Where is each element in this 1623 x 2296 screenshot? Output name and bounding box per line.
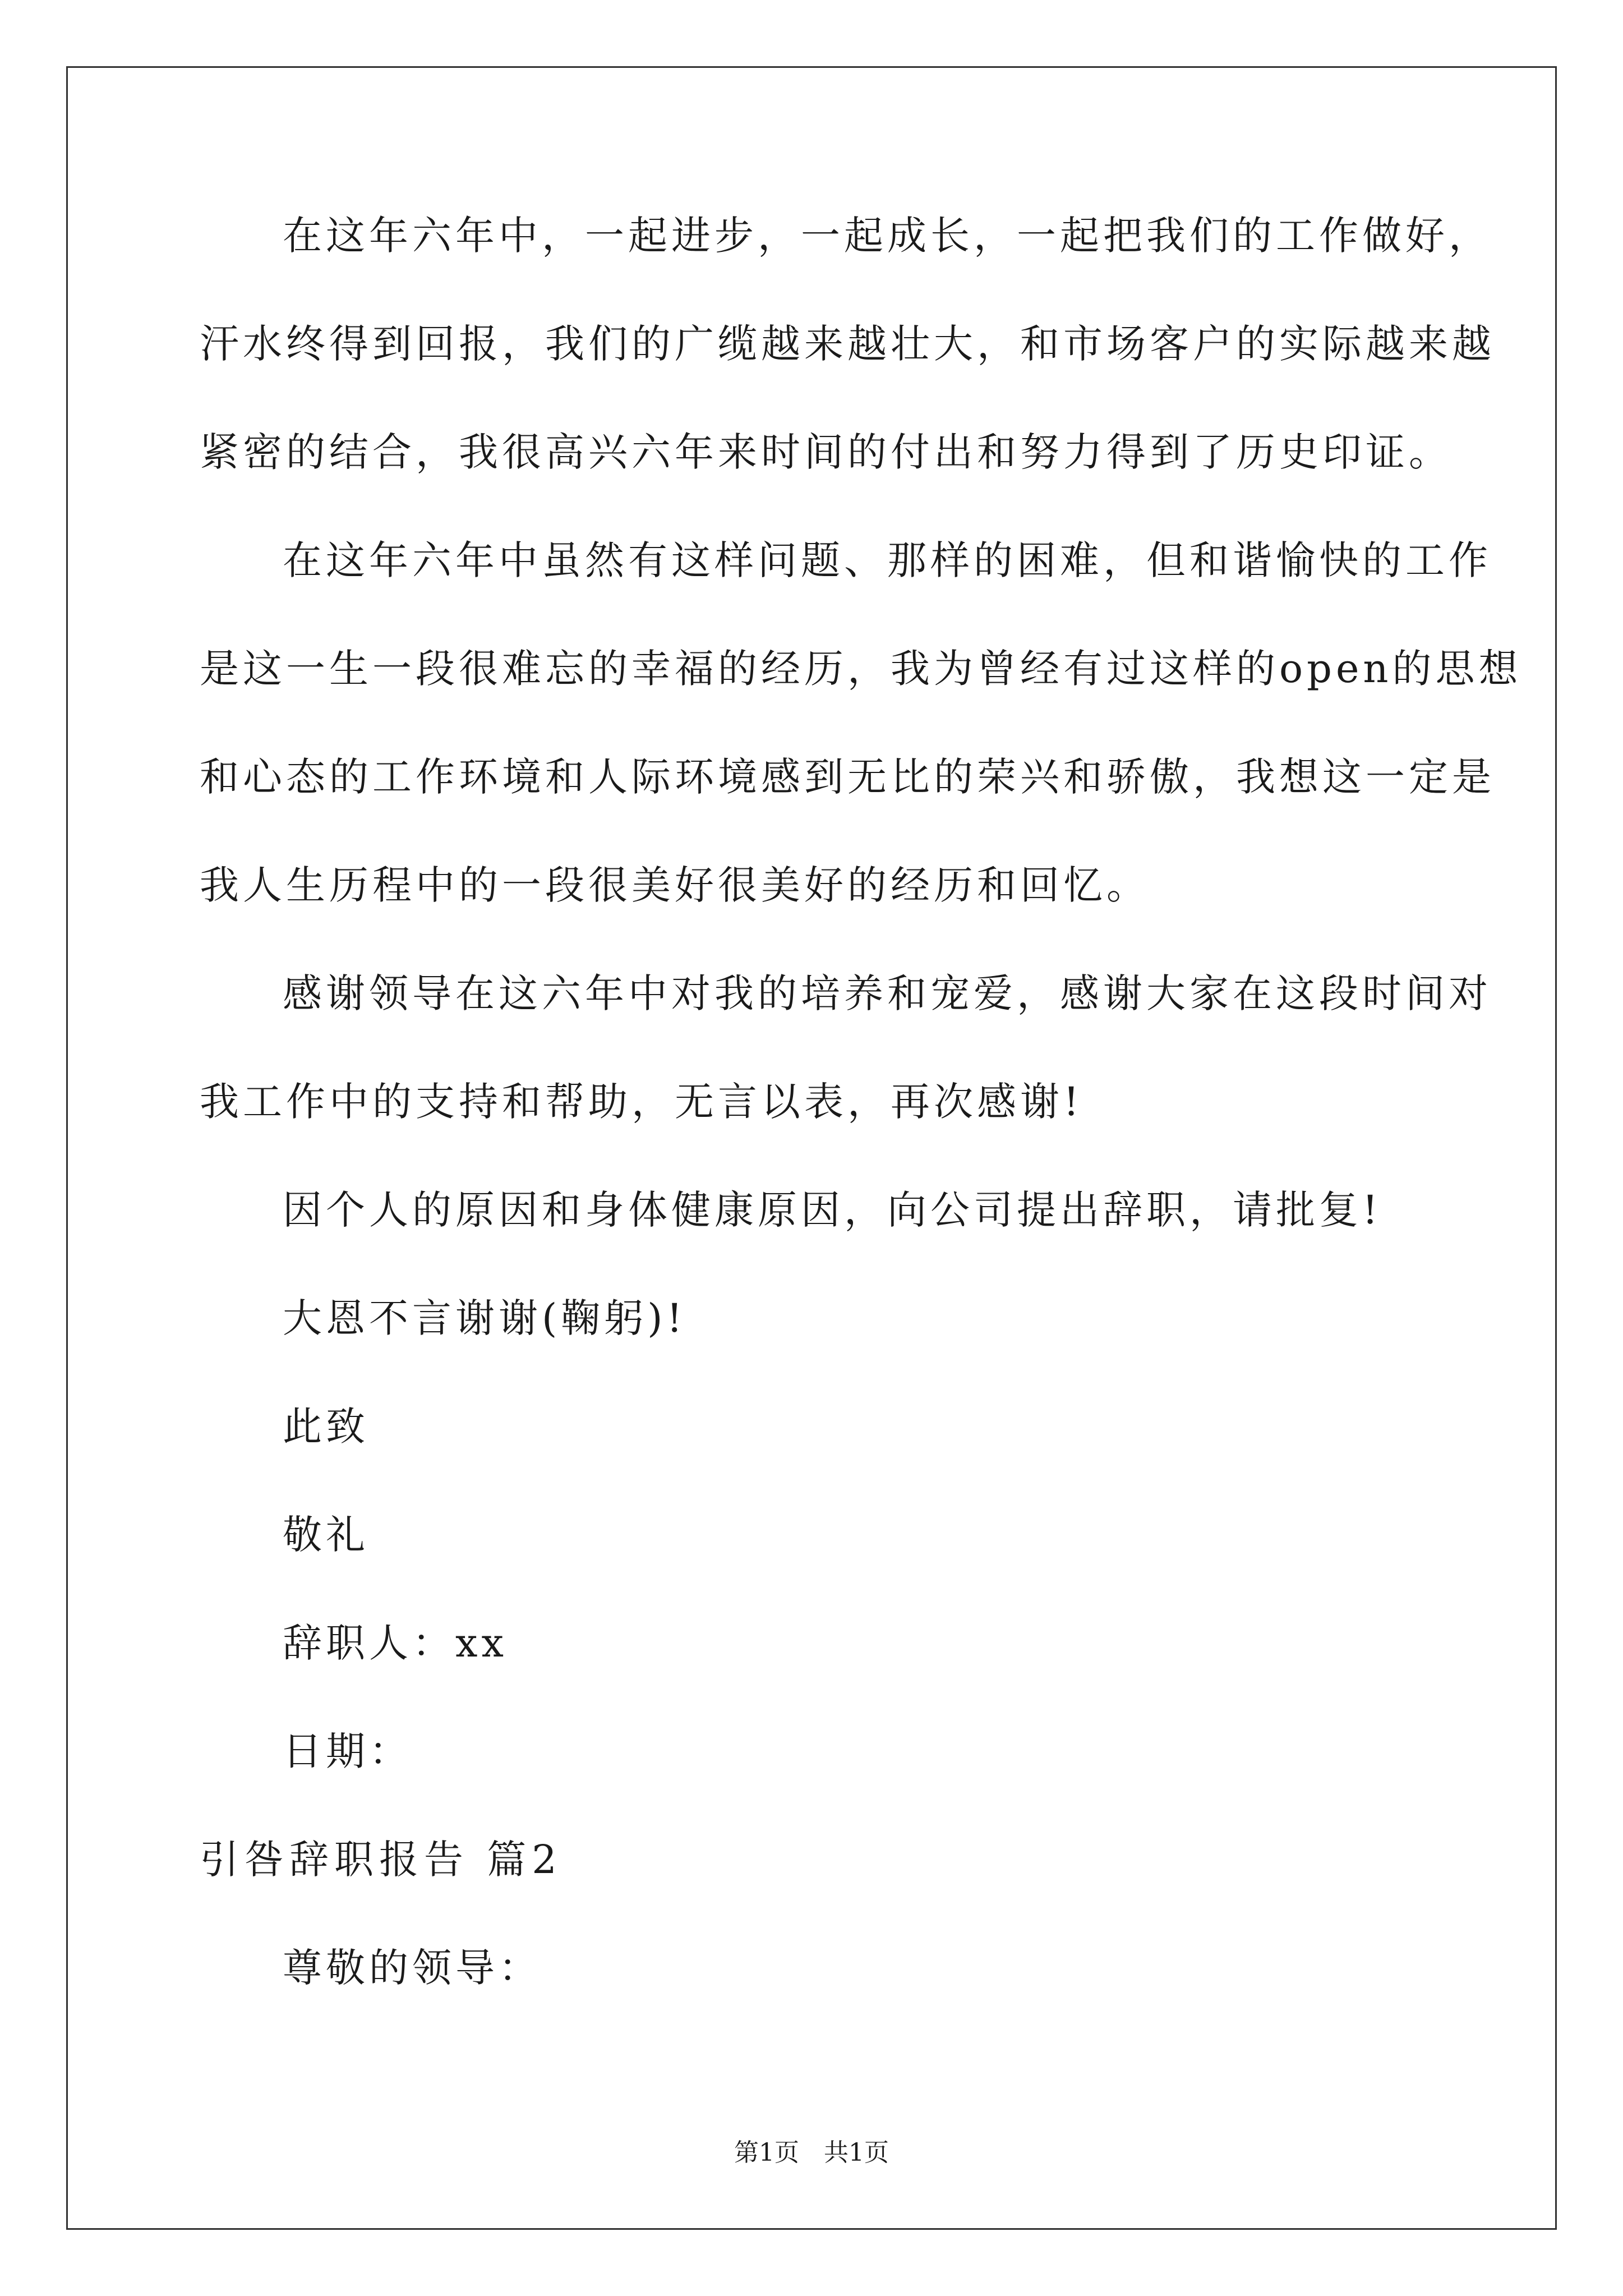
date-line: 日期： <box>283 1728 412 1774</box>
closing-jingli: 敬礼 <box>283 1512 369 1558</box>
signer-line: 辞职人：xx <box>283 1620 508 1666</box>
salutation: 尊敬的领导： <box>283 1945 542 1991</box>
paragraph-3-line-1: 感谢领导在这六年中对我的培养和宠爱，感谢大家在这段时间对 <box>283 970 1492 1016</box>
paragraph-1-line-3: 紧密的结合，我很高兴六年来时间的付出和努力得到了历史印证。 <box>200 429 1452 475</box>
page-footer: 第1页 共1页 <box>734 2138 889 2167</box>
page-border <box>66 66 1557 2230</box>
paragraph-1-line-2: 汗水终得到回报，我们的广缆越来越壮大，和市场客户的实际越来越 <box>200 321 1495 367</box>
paragraph-2-line-2: 是这一生一段很难忘的幸福的经历，我为曾经有过这样的open的思想 <box>200 646 1522 692</box>
paragraph-1-line-1: 在这年六年中，一起进步，一起成长，一起把我们的工作做好， <box>283 213 1492 259</box>
paragraph-2-line-4: 我人生历程中的一段很美好很美好的经历和回忆。 <box>200 862 1150 908</box>
resign-reason: 因个人的原因和身体健康原因，向公司提出辞职，请批复! <box>283 1187 1382 1233</box>
closing-cizhi: 此致 <box>283 1404 369 1450</box>
paragraph-3-line-2: 我工作中的支持和帮助，无言以表，再次感谢! <box>200 1079 1083 1125</box>
paragraph-2-line-3: 和心态的工作环境和人际环境感到无比的荣兴和骄傲，我想这一定是 <box>200 754 1495 800</box>
thanks-line: 大恩不言谢谢(鞠躬)! <box>283 1295 686 1341</box>
section-heading: 引咎辞职报告 篇2 <box>200 1837 562 1883</box>
paragraph-2-line-1: 在这年六年中虽然有这样问题、那样的困难，但和谐愉快的工作 <box>283 537 1492 583</box>
